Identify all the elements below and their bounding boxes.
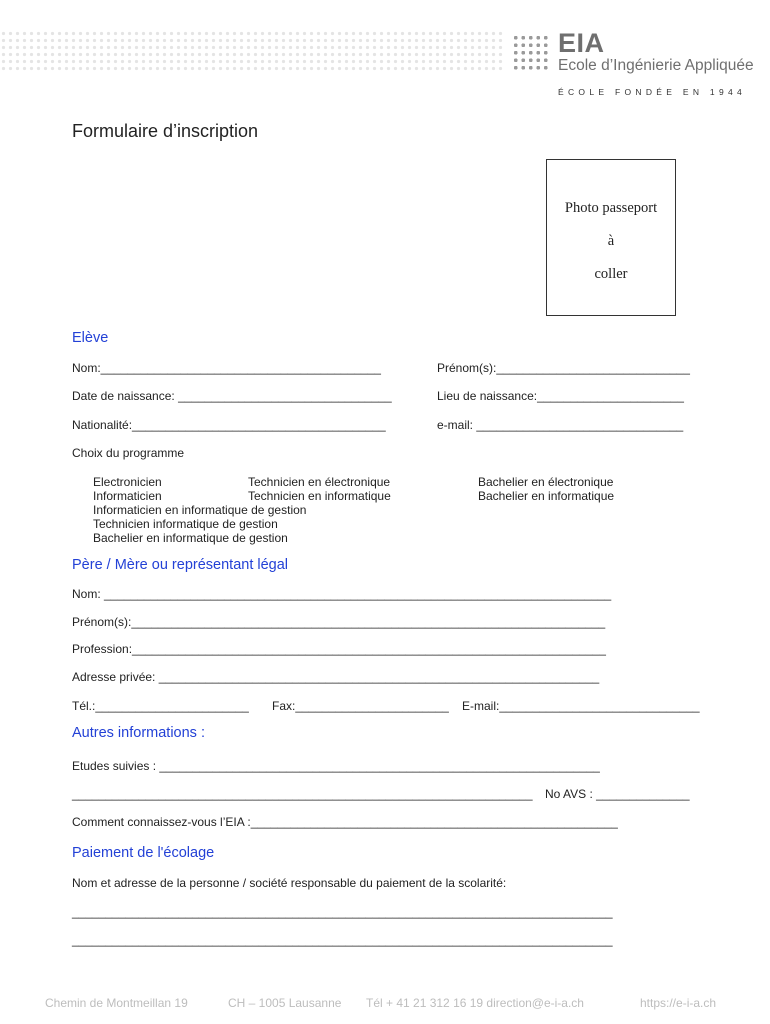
section-parent-heading: Père / Mère ou représentant légal (72, 557, 289, 573)
comment-connaissez-field[interactable]: Comment connaissez-vous l’EIA :_______________________________________________________ (72, 815, 618, 829)
photo-box (546, 159, 676, 316)
footer-contact: Tél + 41 21 312 16 19 direction@e-i-a.ch (366, 996, 584, 1010)
paiement-label: Nom et adresse de la personne / société responsable du paiement de la scolarité: (72, 876, 507, 890)
eleve-nationalite-field[interactable]: Nationalité:______________________________________ (72, 418, 386, 432)
paiement-line-1[interactable]: _________________________________________________________________________________ (72, 905, 613, 919)
program-option[interactable]: Technicien en informatique (248, 489, 391, 503)
parent-email-field[interactable]: E-mail:______________________________ (462, 699, 700, 713)
footer-address: Chemin de Montmeillan 19 (45, 996, 188, 1010)
program-option[interactable]: Informaticien (93, 489, 162, 503)
program-option[interactable]: Bachelier en informatique de gestion (93, 531, 288, 545)
founded-text: ÉCOLE FONDÉE EN 1944 (558, 87, 747, 97)
program-option[interactable]: Bachelier en électronique (478, 475, 614, 489)
eia-logo-icon (512, 34, 550, 70)
section-paiement-heading: Paiement de l'écolage (72, 845, 215, 861)
program-option[interactable]: Bachelier en informatique (478, 489, 615, 503)
section-eleve-heading: Elève (72, 330, 109, 346)
eleve-lieu-naissance-field[interactable]: Lieu de naissance:______________________ (437, 389, 684, 403)
logo-subtitle: Ecole d’Ingénierie Appliquée (558, 57, 754, 74)
section-autres-heading: Autres informations : (72, 725, 205, 741)
parent-prenom-field[interactable]: Prénom(s):_______________________________________________________________________ (72, 615, 606, 629)
parent-tel-field[interactable]: Tél.:_______________________ (72, 699, 249, 713)
footer-website-link[interactable]: https://e-i-a.ch (640, 996, 717, 1010)
program-option[interactable]: Electronicien (93, 475, 162, 489)
page-title: Formulaire d’inscription (72, 121, 259, 141)
etudes-suivies-continuation-field[interactable]: _____________________________________________________________________ (72, 787, 533, 801)
no-avs-field[interactable]: No AVS : ______________ (545, 787, 690, 801)
eleve-email-field[interactable]: e-mail: _______________________________ (437, 418, 684, 432)
choix-programme-label: Choix du programme (72, 446, 185, 460)
parent-fax-field[interactable]: Fax:_______________________ (272, 699, 449, 713)
parent-profession-field[interactable]: Profession:_______________________________________________________________________ (72, 642, 606, 656)
program-option[interactable]: Informaticien en informatique de gestion (93, 503, 307, 517)
parent-nom-field[interactable]: Nom: ____________________________________________________________________________ (72, 587, 612, 601)
eleve-nom-field[interactable]: Nom:__________________________________________ (72, 361, 381, 375)
eleve-date-naissance-field[interactable]: Date de naissance: ________________________________ (72, 389, 392, 403)
eleve-prenom-field[interactable]: Prénom(s):_____________________________ (437, 361, 690, 375)
paiement-line-2[interactable]: _________________________________________________________________________________ (72, 933, 613, 947)
logo-name: EIA (558, 28, 605, 58)
program-option[interactable]: Technicien en électronique (248, 475, 391, 489)
footer-city: CH – 1005 Lausanne (228, 996, 342, 1010)
header-dot-pattern (0, 30, 505, 72)
photo-line-1: Photo passeport (564, 200, 658, 216)
photo-line-2: à (607, 233, 615, 249)
program-option[interactable]: Technicien informatique de gestion (93, 517, 278, 531)
photo-line-3: coller (594, 266, 628, 282)
etudes-suivies-field[interactable]: Etudes suivies : __________________________________________________________________ (72, 759, 600, 773)
parent-adresse-field[interactable]: Adresse privée: __________________________________________________________________ (72, 670, 600, 684)
